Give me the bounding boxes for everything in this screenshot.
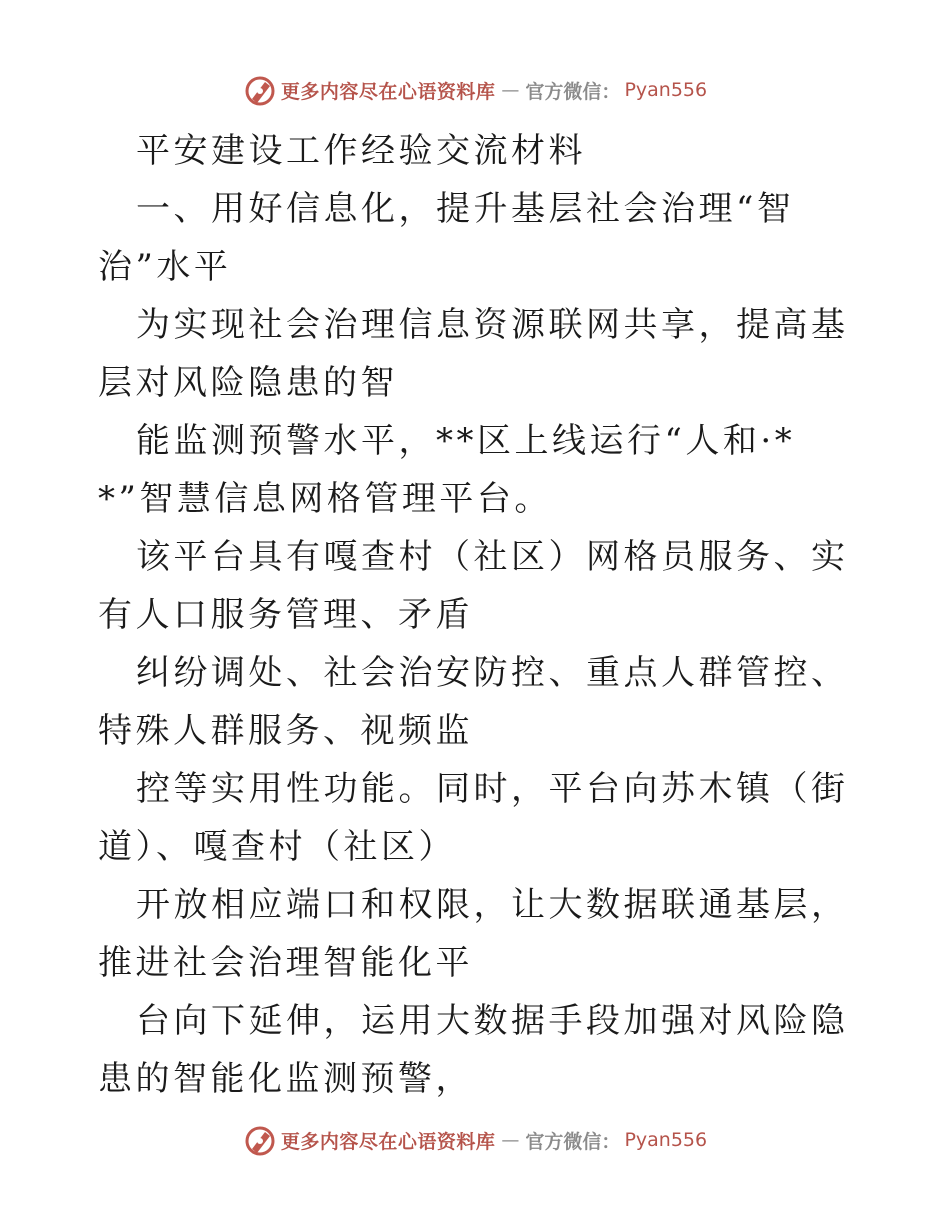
banner-library-text: 更多内容尽在心语资料库 [280, 80, 496, 103]
banner-wechat-id: Pyan556 [624, 79, 708, 101]
banner-wechat-id: Pyan556 [624, 1129, 708, 1151]
banner-wechat-label: 官方微信： [525, 80, 621, 103]
banner-library-text: 更多内容尽在心语资料库 [280, 1130, 496, 1153]
banner-dash: — [501, 79, 520, 101]
paragraph: 为实现社会治理信息资源联网共享，提高基层对风险隐患的智 [98, 305, 849, 403]
banner-wechat-label: 官方微信： [525, 1130, 621, 1153]
header-watermark-banner [0, 70, 950, 110]
pen-logo-icon [243, 73, 277, 107]
pen-logo-icon [243, 1123, 277, 1157]
document-title: 平安建设工作经验交流材料 [136, 131, 586, 171]
footer-watermark-banner [0, 1120, 950, 1160]
paragraph: 开放相应端口和权限，让大数据联通基层，推进社会治理智能化平 [98, 885, 849, 983]
document-body [98, 122, 853, 1108]
banner-dash: — [501, 1129, 520, 1151]
paragraph: 台向下延伸，运用大数据手段加强对风险隐患的智能化监测预警， [98, 1001, 849, 1099]
paragraph: 控等实用性功能。同时，平台向苏木镇（街道）、嘎查村（社区） [98, 769, 849, 867]
paragraph: 该平台具有嘎查村（社区）网格员服务、实有人口服务管理、矛盾 [98, 537, 849, 635]
paragraph: 纠纷调处、社会治安防控、重点人群管控、特殊人群服务、视频监 [98, 653, 849, 751]
paragraph: 能监测预警水平，**区上线运行“人和·**”智慧信息网格管理平台。 [98, 421, 796, 519]
paragraph: 一、用好信息化，提升基层社会治理“智治”水平 [98, 189, 795, 287]
